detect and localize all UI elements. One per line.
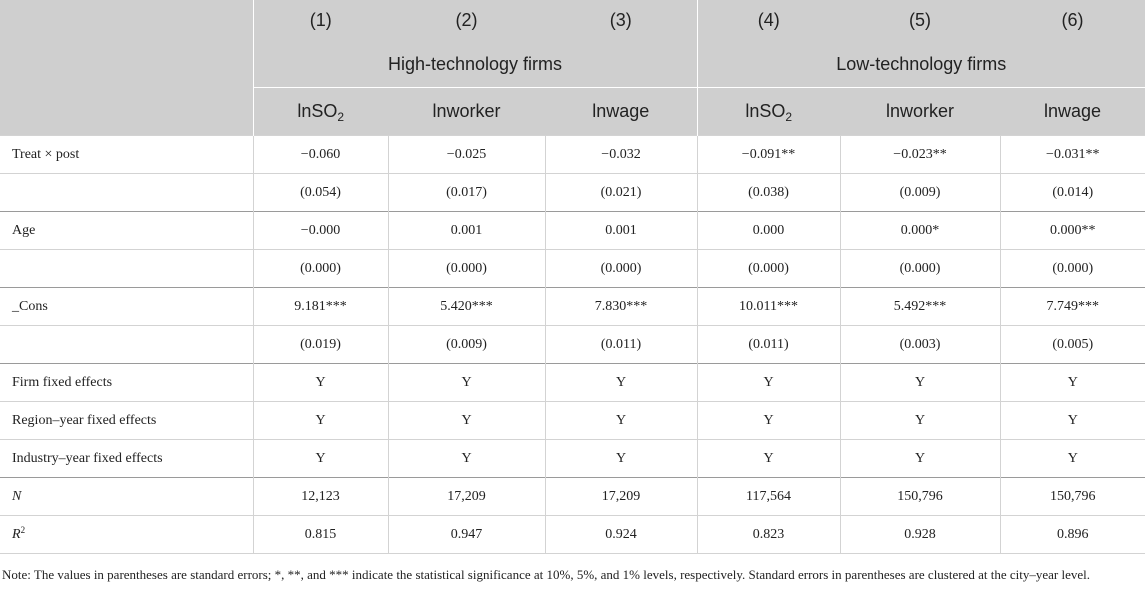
- table-row: [0, 136, 1145, 174]
- table-cell: 0.947: [388, 516, 545, 554]
- table-cell: 150,796: [840, 478, 1000, 516]
- table-cell: 5.420***: [388, 288, 545, 326]
- col-number: (5): [840, 0, 1000, 41]
- table-cell: (0.017): [388, 174, 545, 212]
- table-row: [0, 516, 1145, 554]
- table-cell: Y: [697, 402, 840, 440]
- table-row: [0, 288, 1145, 326]
- table-row: [0, 364, 1145, 402]
- table-cell: (0.000): [388, 250, 545, 288]
- table-cell: (0.011): [697, 326, 840, 364]
- table-cell: Y: [697, 364, 840, 402]
- table-cell: −0.060: [253, 136, 388, 174]
- table-cell: −0.031**: [1000, 136, 1145, 174]
- table-cell: (0.011): [545, 326, 697, 364]
- table-cell: Y: [1000, 402, 1145, 440]
- table-cell: (0.038): [697, 174, 840, 212]
- dependent-variable-header: lnworker: [388, 88, 545, 136]
- table-cell: 9.181***: [253, 288, 388, 326]
- table-cell: 0.823: [697, 516, 840, 554]
- table-cell: 17,209: [388, 478, 545, 516]
- table-cell: 0.928: [840, 516, 1000, 554]
- row-label-text: Treat × post: [12, 146, 80, 162]
- table-cell: 17,209: [545, 478, 697, 516]
- table-cell: 12,123: [253, 478, 388, 516]
- row-label: [0, 174, 253, 212]
- col-number: (3): [545, 0, 697, 41]
- row-label: [0, 440, 253, 478]
- row-label-text: Firm fixed effects: [12, 374, 113, 390]
- header-corner: [0, 0, 253, 136]
- col-number: (4): [697, 0, 840, 41]
- col-number: (2): [388, 0, 545, 41]
- table-row: [0, 402, 1145, 440]
- table-note: Note: The values in parentheses are standard errors; *, **, and *** indicate the statistical significance at 10%, 5%, and 1% levels, respectively. Standard errors in parentheses are clustered at the city–year level.: [2, 567, 1090, 582]
- table-cell: 0.924: [545, 516, 697, 554]
- table-cell: 0.000*: [840, 212, 1000, 250]
- col-number: (1): [253, 0, 388, 41]
- row-label: [0, 212, 253, 250]
- table-cell: −0.091**: [697, 136, 840, 174]
- row-label-text: N: [12, 488, 22, 504]
- dependent-variable-header: lnwage: [545, 88, 697, 136]
- table-cell: 0.001: [388, 212, 545, 250]
- table-cell: Y: [1000, 364, 1145, 402]
- table-cell: Y: [545, 364, 697, 402]
- table-cell: 7.830***: [545, 288, 697, 326]
- group-header-low-tech: Low-technology firms: [697, 41, 1145, 88]
- row-label: [0, 288, 253, 326]
- table-cell: −0.025: [388, 136, 545, 174]
- table-cell: 0.000**: [1000, 212, 1145, 250]
- table-cell: (0.014): [1000, 174, 1145, 212]
- row-label-superscript: 2: [20, 524, 26, 535]
- row-label-text: Industry–year fixed effects: [12, 450, 163, 466]
- dependent-variable-header: lnSO$_2$: [253, 88, 388, 136]
- table-cell: Y: [545, 440, 697, 478]
- dependent-variable-header: lnSO$_2$: [697, 88, 840, 136]
- table-cell: 5.492***: [840, 288, 1000, 326]
- dependent-variable-header: lnworker: [840, 88, 1000, 136]
- table-cell: Y: [840, 402, 1000, 440]
- table-cell: (0.054): [253, 174, 388, 212]
- table-cell: Y: [697, 440, 840, 478]
- table-cell: Y: [253, 402, 388, 440]
- table-cell: (0.000): [545, 250, 697, 288]
- header-row-column-numbers: [0, 0, 1145, 41]
- table-cell: (0.009): [840, 174, 1000, 212]
- table-body: [0, 136, 1145, 554]
- row-label: [0, 402, 253, 440]
- table-cell: 150,796: [1000, 478, 1145, 516]
- table-cell: (0.009): [388, 326, 545, 364]
- table-row: [0, 212, 1145, 250]
- table-cell: 0.000: [697, 212, 840, 250]
- table-cell: 0.001: [545, 212, 697, 250]
- table-cell: (0.005): [1000, 326, 1145, 364]
- row-label: [0, 364, 253, 402]
- row-label-text: Age: [12, 222, 36, 238]
- table-cell: (0.000): [253, 250, 388, 288]
- row-label-text: Region–year fixed effects: [12, 412, 157, 428]
- table-cell: 10.011***: [697, 288, 840, 326]
- table-cell: 0.896: [1000, 516, 1145, 554]
- table-row: [0, 326, 1145, 364]
- table-cell: (0.003): [840, 326, 1000, 364]
- table-cell: Y: [840, 440, 1000, 478]
- table-header: [0, 0, 1145, 136]
- table-cell: (0.000): [697, 250, 840, 288]
- table-cell: Y: [840, 364, 1000, 402]
- table-cell: Y: [388, 440, 545, 478]
- table-cell: Y: [545, 402, 697, 440]
- table-row: [0, 174, 1145, 212]
- row-label: [0, 478, 253, 516]
- row-label: [0, 136, 253, 174]
- table-cell: −0.023**: [840, 136, 1000, 174]
- table-cell: Y: [388, 402, 545, 440]
- row-label-text: R: [12, 526, 21, 542]
- col-number: (6): [1000, 0, 1145, 41]
- row-label: [0, 250, 253, 288]
- row-label: [0, 326, 253, 364]
- dependent-variable-header: lnwage: [1000, 88, 1145, 136]
- table-cell: Y: [253, 364, 388, 402]
- row-label: [0, 516, 253, 554]
- table-cell: Y: [253, 440, 388, 478]
- table-cell: 0.815: [253, 516, 388, 554]
- table-row: [0, 250, 1145, 288]
- table-cell: (0.019): [253, 326, 388, 364]
- table-cell: 117,564: [697, 478, 840, 516]
- row-label-text: _Cons: [12, 298, 48, 314]
- table-cell: Y: [388, 364, 545, 402]
- table-cell: (0.000): [840, 250, 1000, 288]
- table-cell: −0.032: [545, 136, 697, 174]
- group-header-high-tech: High-technology firms: [253, 41, 697, 88]
- table-cell: Y: [1000, 440, 1145, 478]
- table-cell: (0.000): [1000, 250, 1145, 288]
- table-cell: (0.021): [545, 174, 697, 212]
- table-cell: −0.000: [253, 212, 388, 250]
- table-cell: 7.749***: [1000, 288, 1145, 326]
- table-row: [0, 478, 1145, 516]
- table-row: [0, 440, 1145, 478]
